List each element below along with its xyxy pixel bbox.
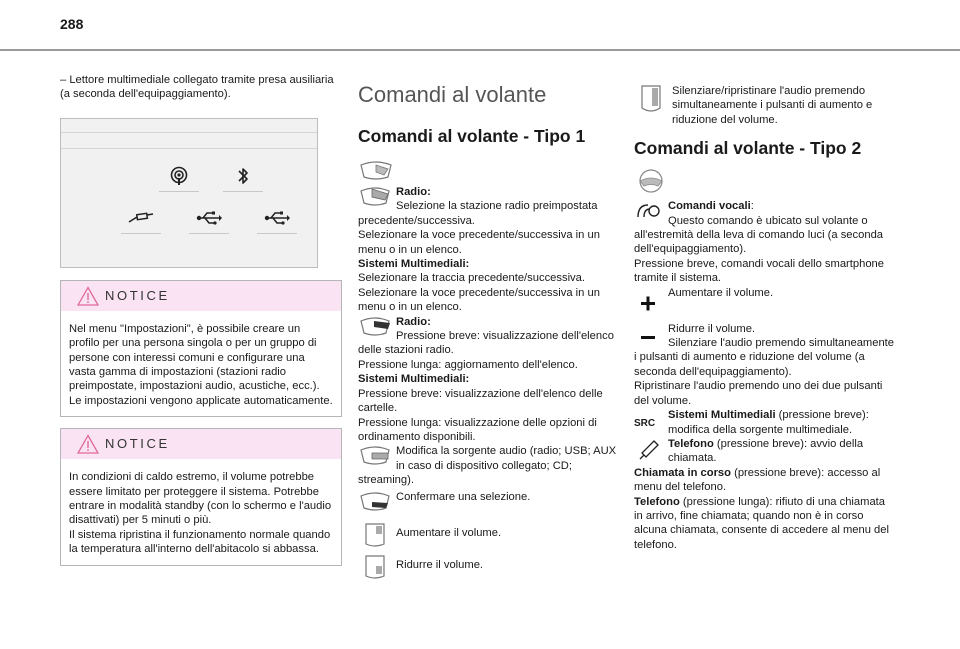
- voice-text: Questo comando è ubicato sul volante o all'estremità della leva di comando luci (a seconda dell'equipaggiamento).: [634, 214, 884, 256]
- column-left: [60, 60, 342, 566]
- confirm-entry: [358, 490, 620, 512]
- radio-entry: [358, 185, 620, 315]
- voice-colon: :: [750, 200, 754, 213]
- multimedia2-text: Pressione breve: visualizzazione dell'elenco delle cartelle.: [358, 387, 603, 415]
- list-entry: [358, 315, 620, 445]
- call-label: Chiamata in corso: [634, 466, 731, 479]
- source-text: Modifica la sorgente audio (radio; USB; AUX in caso di dispositivo collegato; CD; streaming).: [358, 445, 617, 487]
- src-entry: [634, 408, 896, 437]
- panel-divider: [61, 132, 317, 133]
- volume-down-entry: [358, 554, 620, 580]
- column-middle: [358, 60, 620, 580]
- column-right: [634, 60, 896, 552]
- page-number: 288: [60, 16, 84, 32]
- minus-text-2: Silenziare l'audio premendo simultaneamente i pulsanti di aumento e riduzione del volume (a seconda dell'equipaggiamento).: [634, 337, 895, 378]
- minus-text-3: Ripristinare l'audio premendo uno dei due pulsanti del volume.: [634, 380, 883, 407]
- minus-icon: [634, 322, 664, 344]
- icon-underline: [189, 233, 229, 234]
- steering-wheel-type2-icon: [634, 169, 896, 193]
- call-entry: [634, 466, 896, 495]
- minus-entry: [634, 322, 896, 408]
- icon-underline: [121, 233, 161, 234]
- radio2-text-2: Pressione lunga: aggiornamento dell'elenco.: [358, 358, 578, 371]
- plus-text: Aumentare il volume.: [668, 286, 774, 299]
- icon-underline: [257, 233, 297, 234]
- radio-text-2: Selezionare la voce precedente/successiva in un menu o in un elenco.: [358, 229, 600, 256]
- volume-down-wheel-icon: [358, 554, 392, 580]
- icon-underline: [159, 191, 199, 192]
- usb-icon: [189, 205, 229, 231]
- volume-down-text: Ridurre il volume.: [396, 558, 484, 571]
- minus-text: Ridurre il volume.: [668, 322, 756, 335]
- voice-label: Comandi vocali: [668, 200, 751, 213]
- telephone-long-entry: [634, 495, 896, 553]
- notice-box: [60, 280, 342, 417]
- source-entry: [358, 444, 620, 487]
- subsection-title: Comandi al volante - Tipo 2: [634, 138, 862, 159]
- plus-icon: [634, 286, 664, 314]
- src-icon: SRC: [634, 418, 656, 430]
- multimedia-text: Selezionare la traccia precedente/successiva.: [358, 272, 585, 285]
- bluetooth-icon: [223, 163, 263, 189]
- aux-jack-icon: [121, 205, 161, 231]
- radio2-text: Pressione breve: visualizzazione dell'elenco delle stazioni radio.: [358, 330, 614, 357]
- volume-up-entry: [358, 522, 620, 548]
- tel-label: Telefono: [634, 495, 680, 508]
- src-label: Sistemi Multimediali: [668, 409, 776, 422]
- tel-text: (pressione lunga): rifiuto di una chiamata in arrivo, fine chiamata; quando non è in corso alcuna chiamata, consente di accedere al menu del telefono.: [634, 495, 889, 551]
- multimedia2-label: Sistemi Multimediali:: [358, 373, 470, 386]
- mute-wheel-icon: [634, 84, 668, 114]
- phone-entry: [634, 437, 896, 466]
- confirm-text: Confermare una selezione.: [396, 490, 531, 503]
- seek-wheel-icon: [358, 185, 392, 207]
- volume-up-text: Aumentare il volume.: [396, 526, 502, 539]
- notice-header: [61, 281, 341, 311]
- src-text: (pressione breve): modifica della sorgente multimediale.: [668, 409, 869, 436]
- section-title: Comandi al volante: [358, 82, 547, 107]
- steering-wheel-type1-icon: [358, 159, 620, 181]
- warning-icon: [77, 434, 99, 454]
- notice-title: NOTICE: [105, 436, 170, 452]
- notice-header: [61, 429, 341, 459]
- usb-icon: [257, 205, 297, 231]
- call-text: (pressione breve): accesso al menu del telefono.: [634, 466, 881, 494]
- mute-text: Silenziare/ripristinare l'audio premendo simultaneamente i pulsanti di aumento e riduzione del volume.: [672, 85, 873, 126]
- plus-entry: [634, 286, 896, 314]
- confirm-wheel-icon: [358, 490, 392, 512]
- phone-text: (pressione breve): avvio della chiamata.: [668, 437, 864, 465]
- media-sources-panel: [60, 118, 318, 268]
- notice-title: NOTICE: [105, 287, 170, 303]
- multimedia-text-2: Selezionare la voce precedente/successiva in un menu o in un elenco.: [358, 286, 600, 314]
- list-wheel-icon: [358, 315, 392, 337]
- warning-icon: [77, 286, 99, 306]
- panel-divider: [61, 148, 317, 149]
- volume-up-wheel-icon: [358, 522, 392, 548]
- intro-text: – Lettore multimediale collegato tramite presa ausiliaria (a seconda dell'equipaggiamento).: [60, 74, 334, 101]
- source-wheel-icon: [358, 444, 392, 466]
- multimedia2-text-2: Pressione lunga: visualizzazione delle opzioni di ordinamento disponibili.: [358, 416, 597, 443]
- phone-icon: [634, 437, 664, 463]
- notice-text: Il sistema ripristina il funzionamento normale quando la temperatura all'interno dell'abitacolo si abbassa.: [69, 528, 331, 556]
- radio2-label: Radio:: [396, 315, 431, 328]
- notice-text: In condizioni di caldo estremo, il volume potrebbe essere limitato per proteggere il sistema. Potrebbe entrare in modalità standby (con lo schermo e l'audio disattivati) per 5 minuti o più.: [69, 471, 332, 527]
- voice-entry: [634, 199, 896, 285]
- phone-label: Telefono: [668, 437, 714, 450]
- subsection-title: Comandi al volante - Tipo 1: [358, 126, 586, 146]
- notice-box: [60, 428, 342, 565]
- icon-underline: [223, 191, 263, 192]
- voice-command-icon: [634, 199, 664, 221]
- header-divider: [0, 49, 960, 51]
- notice-text: Nel menu "Impostazioni", è possibile creare un profilo per una persona singola o per un gruppo di persone con interessi comuni e configurare una vasta gamma di impostazioni (stazioni radio preimpostate, impostazioni audio, acustiche, ecc.). Le impostazioni vengono applicate automaticamente.: [69, 322, 333, 407]
- mute-entry: [634, 84, 896, 127]
- radio-label: Radio:: [396, 186, 431, 198]
- voice-text-2: Pressione breve, comandi vocali dello smartphone tramite il sistema.: [634, 257, 884, 285]
- radio-text: Selezione la stazione radio preimpostata precedente/successiva.: [358, 200, 598, 227]
- multimedia-label: Sistemi Multimediali:: [358, 258, 470, 271]
- podcast-icon: [159, 163, 199, 189]
